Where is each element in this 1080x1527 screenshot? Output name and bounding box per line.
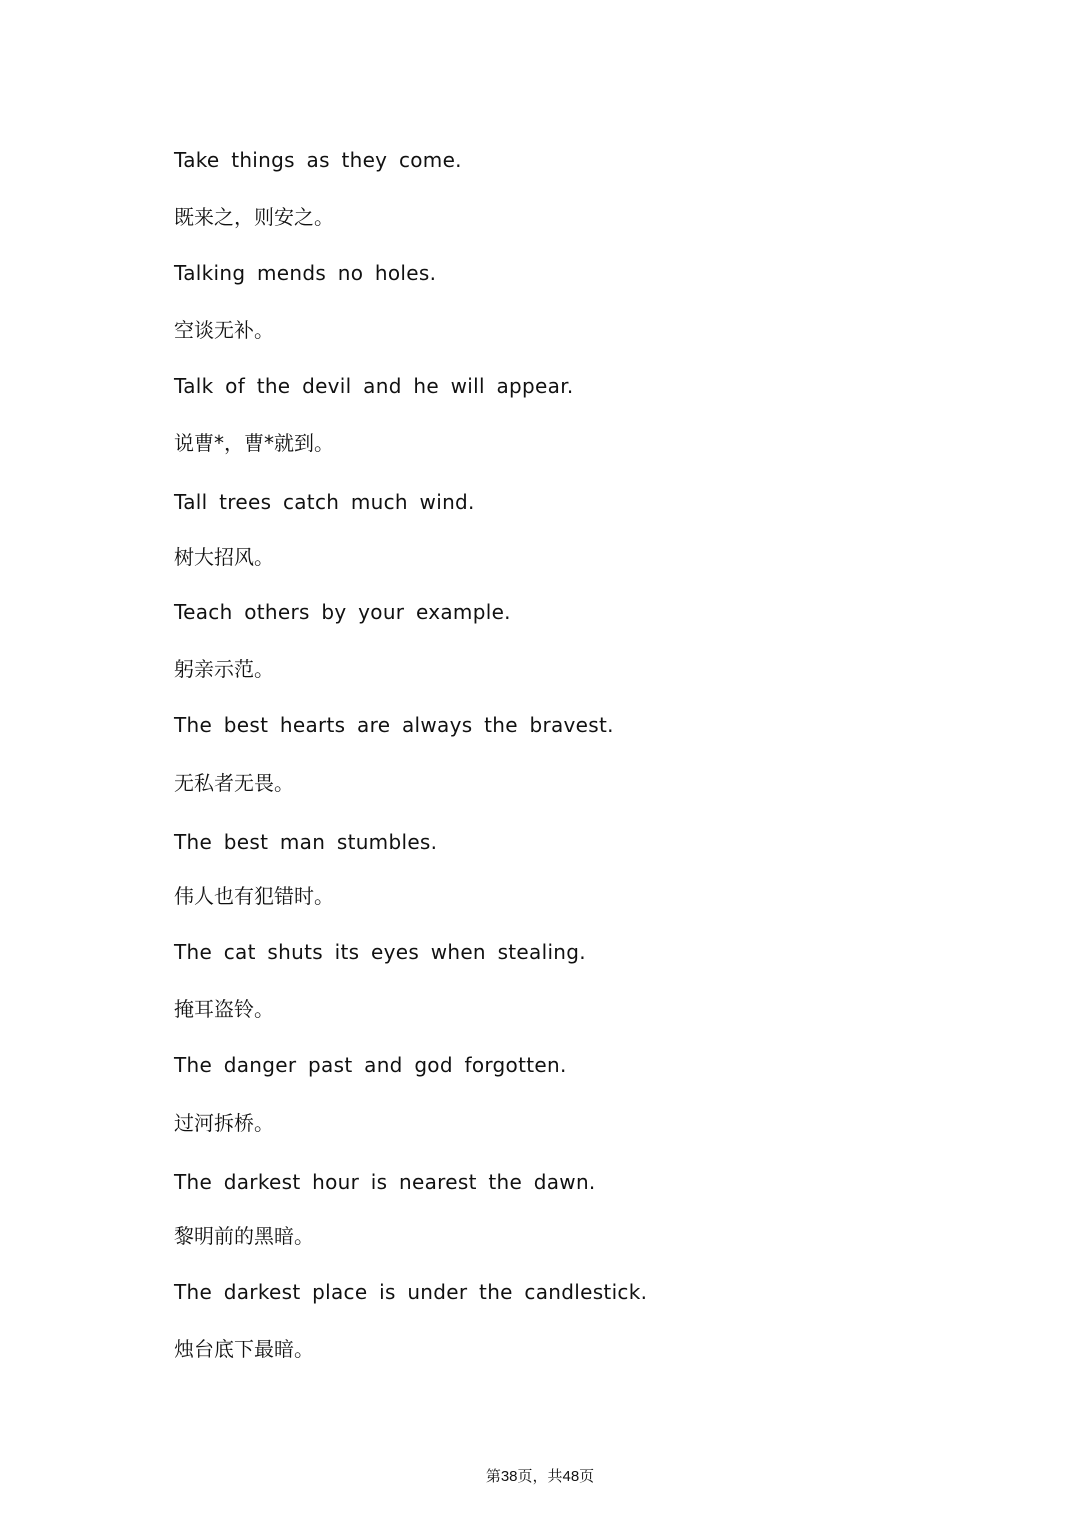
page-number-footer: 第38页，共48页 (485, 1468, 595, 1485)
proverb-english: The best man stumbles. (174, 830, 438, 854)
proverb-english: The darkest hour is nearest the dawn. (174, 1170, 596, 1194)
proverb-chinese: 无私者无畏。 (174, 771, 294, 795)
proverb-english: The danger past and god forgotten. (174, 1053, 567, 1077)
proverb-english: Talking mends no holes. (174, 261, 437, 285)
proverb-english: Talk of the devil and he will appear. (174, 374, 574, 398)
proverb-chinese: 既来之，则安之。 (174, 205, 334, 229)
proverb-chinese: 树大招风。 (174, 545, 274, 569)
proverb-english: Tall trees catch much wind. (174, 490, 475, 514)
proverb-chinese: 说曹*，曹*就到。 (174, 431, 334, 455)
proverb-english: Take things as they come. (174, 148, 462, 172)
proverb-chinese: 空谈无补。 (174, 318, 274, 342)
proverb-chinese: 过河拆桥。 (174, 1111, 274, 1135)
proverb-chinese: 掩耳盗铃。 (174, 997, 274, 1021)
proverb-english: The darkest place is under the candlestick. (174, 1280, 648, 1304)
proverb-chinese: 伟人也有犯错时。 (174, 884, 334, 908)
proverb-english: The best hearts are always the bravest. (174, 713, 614, 737)
proverb-chinese: 烛台底下最暗。 (174, 1337, 314, 1361)
proverb-english: The cat shuts its eyes when stealing. (174, 940, 586, 964)
proverb-english: Teach others by your example. (174, 600, 511, 624)
proverb-chinese: 黎明前的黑暗。 (174, 1224, 314, 1248)
proverb-chinese: 躬亲示范。 (174, 657, 274, 681)
